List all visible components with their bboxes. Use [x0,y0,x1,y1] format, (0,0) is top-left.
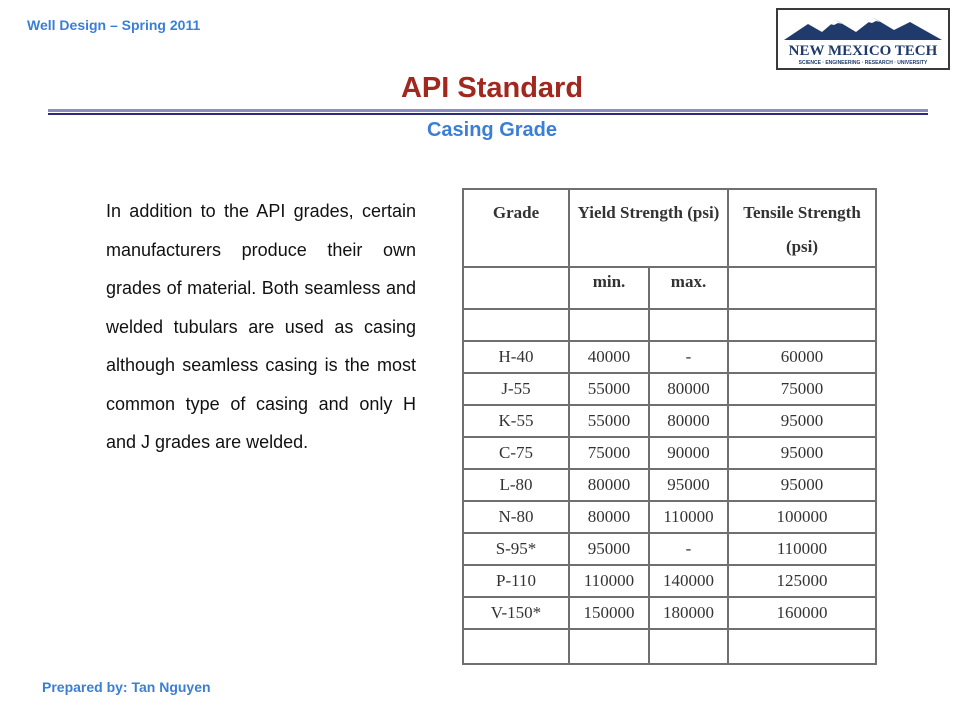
cell-grade: H-40 [463,341,569,373]
cell-yield-min: 55000 [569,405,649,437]
table-header-row [463,189,876,267]
header-min: min. [569,267,649,309]
cell-yield-min: 110000 [569,565,649,597]
cell-tensile: 95000 [728,469,876,501]
cell-yield-min: 80000 [569,469,649,501]
cell-tensile: 100000 [728,501,876,533]
table-row [463,597,876,629]
cell-grade: S-95* [463,533,569,565]
cell-yield-min: 40000 [569,341,649,373]
table-row [463,469,876,501]
cell-grade: C-75 [463,437,569,469]
mountain-logo-icon [778,10,948,68]
cell-yield-min: 75000 [569,437,649,469]
cell-yield-max: - [649,533,728,565]
table-row [463,373,876,405]
cell-yield-max: 80000 [649,405,728,437]
cell-tensile: 60000 [728,341,876,373]
cell-yield-max: 110000 [649,501,728,533]
cell-yield-max: 90000 [649,437,728,469]
cell-yield-min: 55000 [569,373,649,405]
subheader-empty [728,267,876,309]
header-max: max. [649,267,728,309]
cell-tensile: 125000 [728,565,876,597]
new-mexico-tech-logo [776,8,950,70]
header-yield-strength: Yield Strength (psi) [569,189,728,267]
title-divider-dark [48,113,928,115]
logo-name: NEW MEXICO TECH [788,43,938,59]
table-row [463,533,876,565]
cell-grade: J-55 [463,373,569,405]
header-grade: Grade [463,189,569,267]
cell-grade: P-110 [463,565,569,597]
table-row [463,501,876,533]
logo-tagline: SCIENCE · ENGINEERING · RESEARCH · UNIVERSITY [798,60,928,66]
cell-yield-min: 95000 [569,533,649,565]
body-paragraph: In addition to the API grades, certain manufacturers produce their own grades of material. Both seamless and welded tubulars are used as casing although seamless casing is the most common type of casing and only H and J grades are welded. [106,201,416,452]
cell-grade: V-150* [463,597,569,629]
cell-grade: L-80 [463,469,569,501]
table-spacer-row [463,309,876,341]
table-subheader-row [463,267,876,309]
subheader-empty [463,267,569,309]
cell-yield-min: 80000 [569,501,649,533]
header-tensile-strength: Tensile Strength (psi) [728,189,876,267]
cell-yield-max: - [649,341,728,373]
title-divider-light [48,109,928,112]
cell-grade: N-80 [463,501,569,533]
prepared-by-footer: Prepared by: Tan Nguyen [42,679,211,695]
table-row [463,341,876,373]
slide-subtitle: Casing Grade [426,119,558,141]
table-row [463,405,876,437]
table-empty-row [463,629,876,664]
cell-yield-max: 180000 [649,597,728,629]
table-row [463,565,876,597]
course-label: Well Design – Spring 2011 [27,17,201,33]
cell-grade: K-55 [463,405,569,437]
cell-yield-max: 95000 [649,469,728,501]
cell-tensile: 95000 [728,437,876,469]
cell-yield-max: 140000 [649,565,728,597]
cell-tensile: 75000 [728,373,876,405]
cell-tensile: 95000 [728,405,876,437]
slide-title: API Standard [400,72,584,104]
casing-grade-table [462,188,877,665]
cell-tensile: 110000 [728,533,876,565]
cell-yield-min: 150000 [569,597,649,629]
cell-yield-max: 80000 [649,373,728,405]
cell-tensile: 160000 [728,597,876,629]
table-row [463,437,876,469]
